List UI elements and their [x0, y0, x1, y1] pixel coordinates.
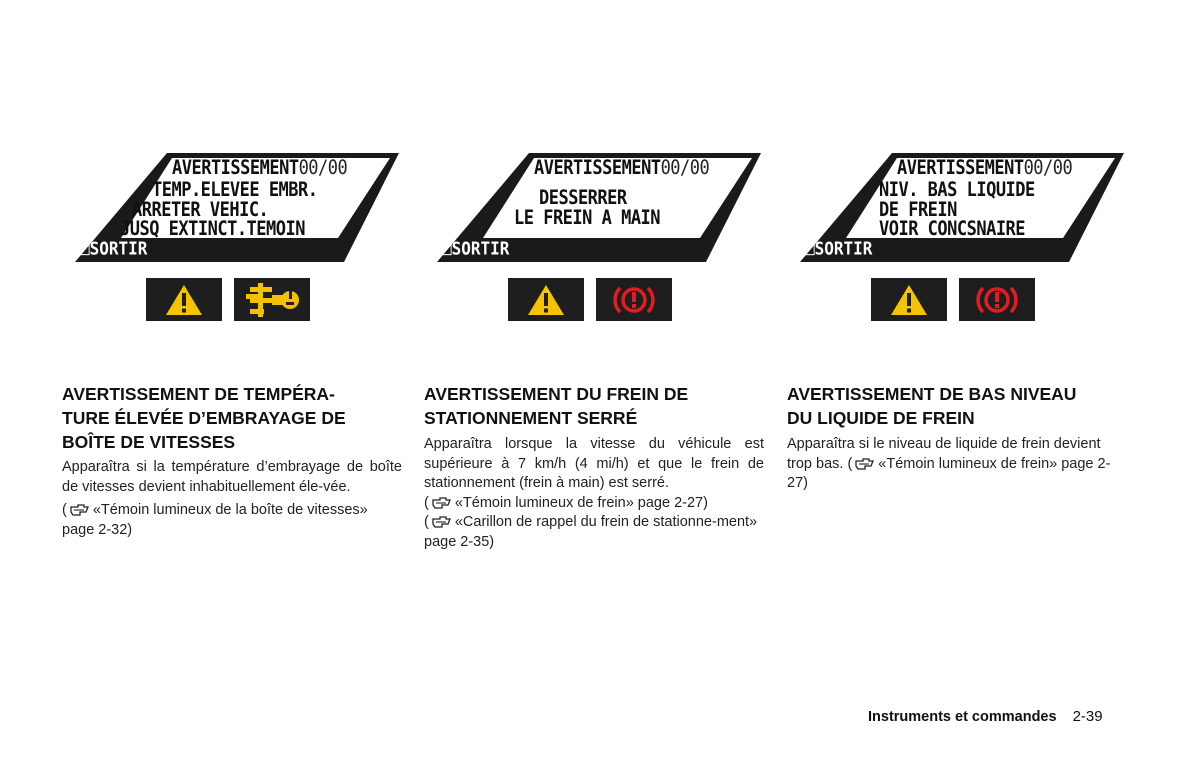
reference[interactable]: ( «Témoin lumineux de frein» page 2-27)	[424, 494, 708, 511]
section-heading: AVERTISSEMENT DE BAS NIVEAU DU LIQUIDE DE FREIN	[787, 384, 1077, 428]
footer-section-title: Instruments et commandes	[868, 709, 1057, 725]
display-line-1: NIV. BAS LIQUIDE	[879, 178, 1035, 202]
reference[interactable]: ( «Témoin lumineux de la boîte de vitesses» page 2-32)	[62, 502, 368, 538]
panel-brake-fluid	[787, 150, 1127, 494]
panel-parking-brake	[424, 150, 764, 552]
exit-icon: □	[80, 238, 90, 259]
reference-icon	[432, 515, 452, 529]
page-footer	[868, 708, 1103, 725]
section-body	[424, 435, 764, 552]
description: Apparaîtra lorsque la vitesse du véhicule est supérieure à 7 km/h (4 mi/h) et que le frein de stationnement (frein à main) est serré.	[424, 436, 764, 491]
transmission-temp-icon	[234, 278, 310, 321]
section-heading: AVERTISSEMENT DU FREIN DE STATIONNEMENT SERRÉ	[424, 384, 689, 428]
warning-display	[797, 150, 1127, 265]
display-line-1: DESSERRER	[539, 186, 627, 210]
display-line-2: LE FREIN A MAIN	[514, 206, 661, 230]
exit-icon: □	[442, 238, 452, 259]
exit-icon: □	[805, 238, 815, 259]
description: Apparaîtra si le niveau de liquide de frein devient trop bas. ( «Témoin lumineux de frein» page 2-27)	[787, 436, 1111, 491]
section-heading: AVERTISSEMENT DE TEMPÉRA- TURE ÉLEVÉE D’EMBRAYAGE DE BOÎTE DE VITESSES	[62, 384, 346, 452]
reference-icon	[70, 503, 90, 517]
display-header: AVERTISSEMENT00/00	[897, 156, 1073, 180]
display-line-2: ARRETER VEHIC.	[132, 198, 269, 222]
display-exit: □SORTIR	[805, 238, 873, 259]
section-body	[787, 435, 1127, 494]
reference[interactable]: «Témoin lumineux de frein» page 2-27)	[787, 455, 1111, 491]
display-header: AVERTISSEMENT00/00	[172, 156, 348, 180]
brake-warning-icon	[596, 278, 672, 321]
display-line-2: DE FREIN	[879, 198, 957, 222]
display-line-3: VOIR CONCSNAIRE	[879, 217, 1026, 241]
reference-icon	[855, 457, 875, 471]
page-number: 2-39	[1072, 708, 1103, 725]
warning-triangle-icon	[146, 278, 222, 321]
display-exit: □SORTIR	[442, 238, 510, 259]
warning-display	[72, 150, 402, 265]
reference[interactable]: ( «Carillon de rappel du frein de stationne-ment» page 2-35)	[424, 514, 758, 550]
display-exit: □SORTIR	[80, 238, 148, 259]
display-line-3: JUSQ EXTINCT.TEMOIN	[120, 217, 305, 241]
brake-warning-icon	[959, 278, 1035, 321]
display-line-1: TEMP.ELEVEE EMBR.	[152, 178, 318, 202]
panel-transmission-temp	[62, 150, 402, 540]
warning-triangle-icon	[508, 278, 584, 321]
reference-icon	[432, 496, 452, 510]
display-header: AVERTISSEMENT00/00	[534, 156, 710, 180]
section-body	[62, 458, 402, 540]
description: Apparaîtra si la température d’embrayage de boîte de vitesses devient inhabituellement éle-vée.	[62, 459, 402, 495]
warning-triangle-icon	[871, 278, 947, 321]
warning-display	[434, 150, 764, 265]
